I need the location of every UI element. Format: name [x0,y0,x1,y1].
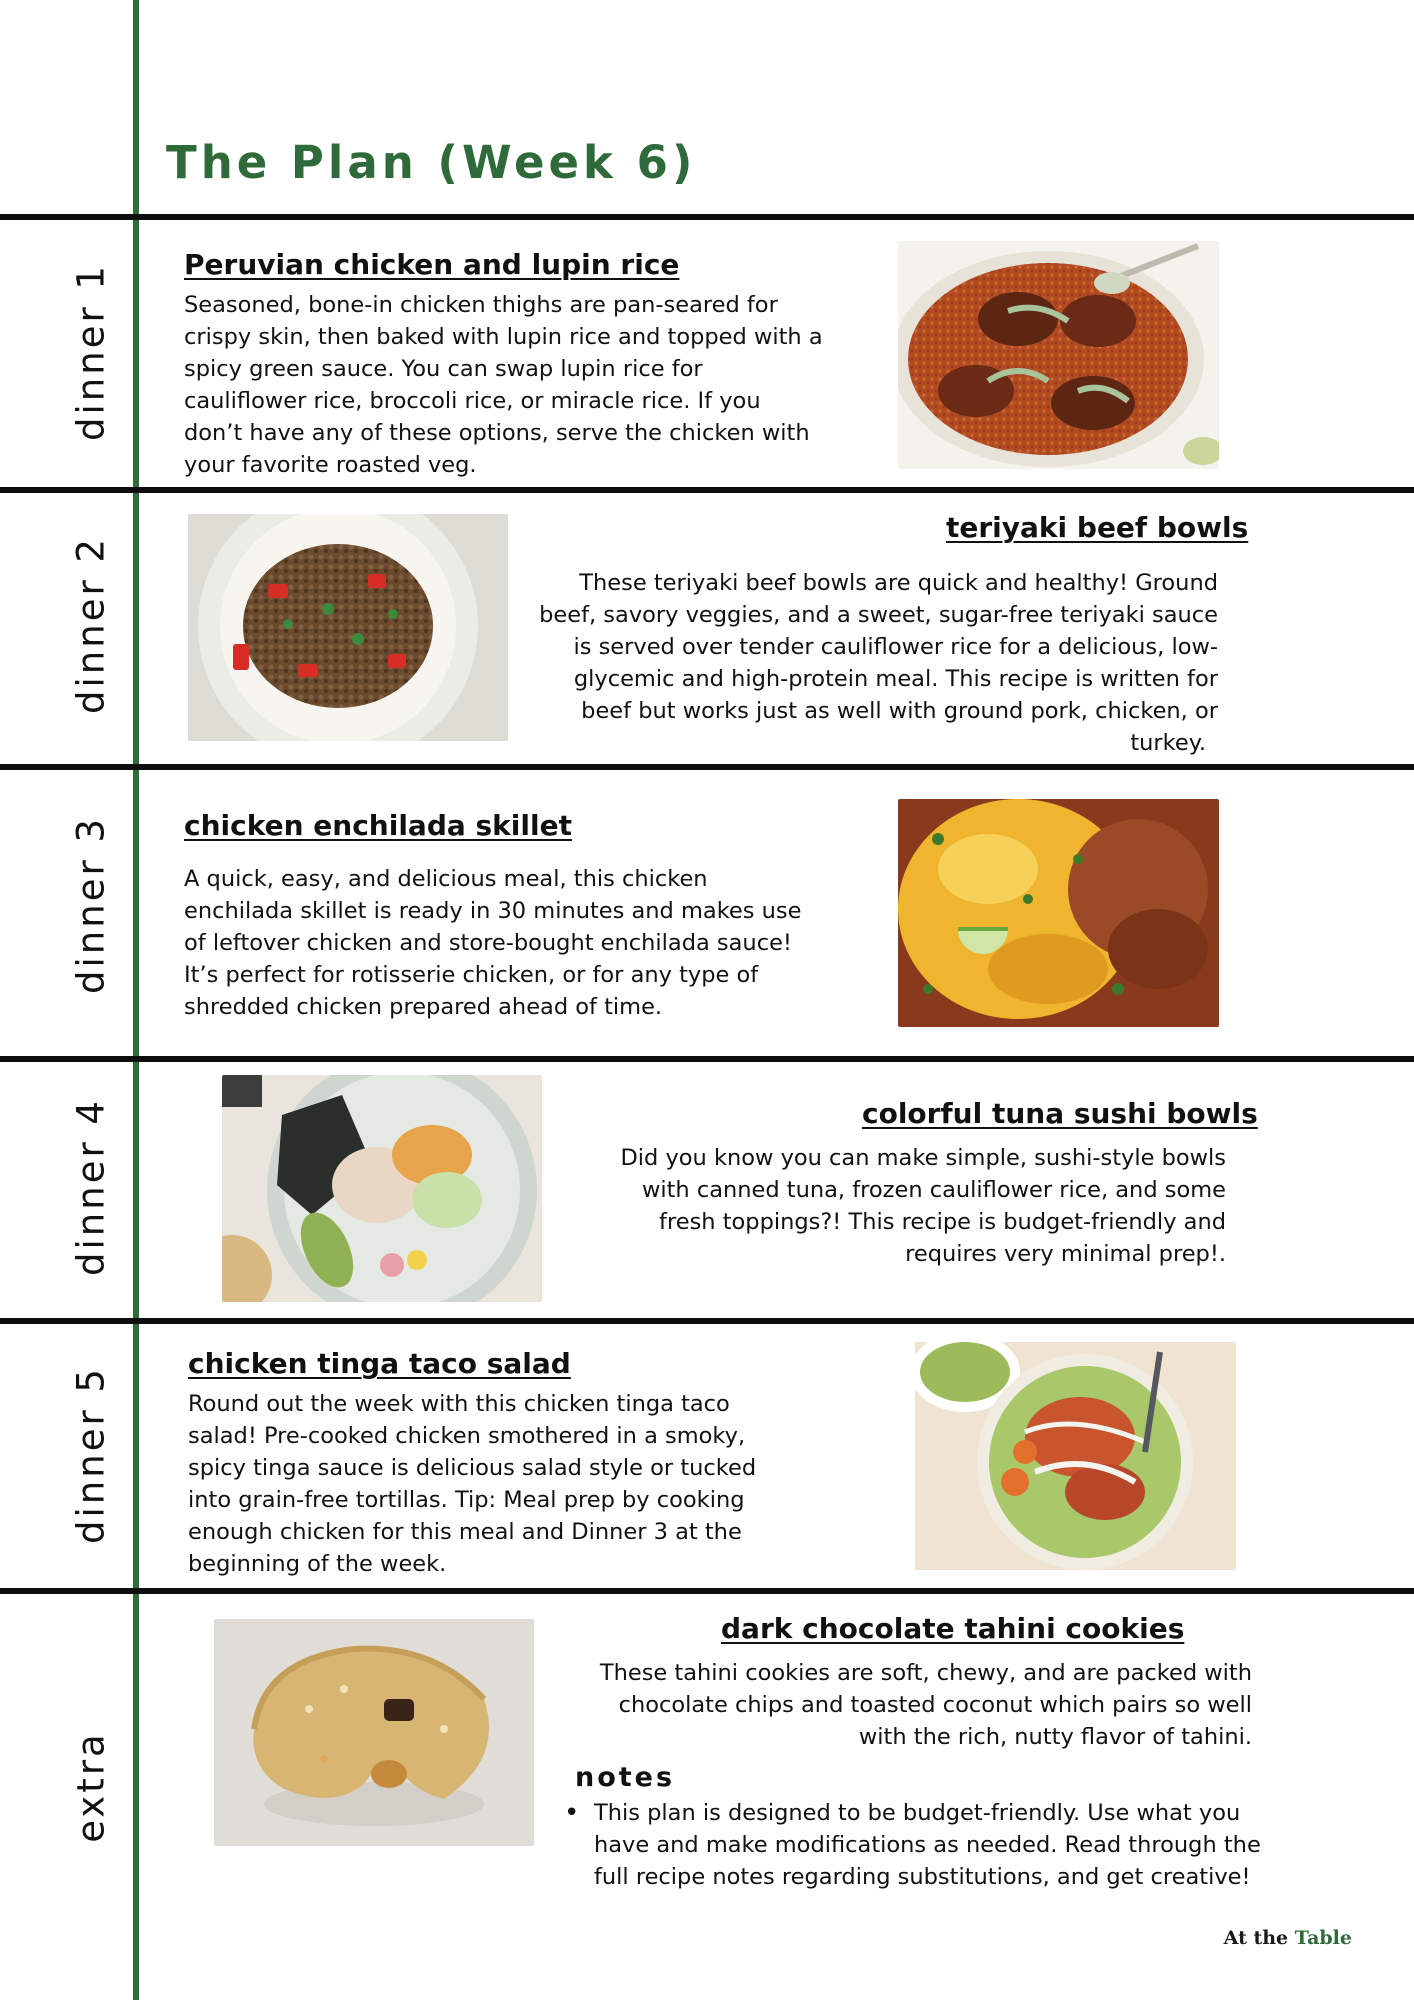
page-title: The Plan (Week 6) [166,136,697,189]
meal-title: dark chocolate tahini cookies [721,1612,1185,1645]
list-item: • This plan is designed to be budget-friendly. Use what you have and make modifications as needed. Read through the full recipe notes regarding substitutions, and get creative! [562,1797,1262,1893]
section-divider [0,214,1414,220]
section-divider [0,1056,1414,1062]
meal-description: A quick, easy, and delicious meal, this chicken enchilada skillet is ready in 30 minutes and makes use of leftover chicken and store-bought enchilada sauce! It’s perfect for rotisserie chicken, or for any type of shredded chicken prepared ahead of time. [184,866,802,1020]
section-label-extra: extra [69,1731,113,1843]
left-vertical-rule [133,0,139,2000]
notes-list [562,1797,1262,1893]
notes-heading: notes [575,1762,676,1793]
section-label-dinner-1: dinner 1 [69,263,113,441]
meal-description: These tahini cookies are soft, chewy, and are packed with chocolate chips and toasted coconut which pairs so well with the rich, nutty flavor of tahini. [599,1660,1252,1750]
section-label-dinner-2: dinner 2 [69,536,113,714]
section-label-dinner-3: dinner 3 [69,816,113,994]
meal-title: colorful tuna sushi bowls [862,1097,1258,1130]
chicken-tinga-taco-salad-photo [915,1342,1236,1570]
meal-title: chicken tinga taco salad [188,1347,571,1380]
meal-title: Peruvian chicken and lupin rice [184,248,680,281]
section-divider [0,764,1414,770]
tuna-sushi-bowl-photo [222,1075,542,1302]
section-divider [0,1588,1414,1594]
meal-title: chicken enchilada skillet [184,809,572,842]
tahini-cookie-photo [214,1619,534,1846]
brand-logo: At the Table [1223,1927,1352,1949]
meal-description: Seasoned, bone-in chicken thighs are pan-seared for crispy skin, then baked with lupin rice and topped with a spicy green sauce. You can swap lupin rice for cauliflower rice, broccoli rice, or miracle rice. If you don’t have any of these options, serve the chicken with your favorite roasted veg. [184,292,823,478]
chicken-enchilada-skillet-photo [898,799,1219,1027]
section-divider [0,487,1414,493]
section-label-dinner-5: dinner 5 [69,1366,113,1544]
meal-description: Did you know you can make simple, sushi-style bowls with canned tuna, frozen cauliflower rice, and some fresh toppings?! This recipe is budget-friendly and requires very minimal prep!. [620,1145,1226,1267]
section-divider [0,1318,1414,1324]
meal-description: Round out the week with this chicken tinga taco salad! Pre-cooked chicken smothered in a smoky, spicy tinga sauce is delicious salad style or tucked into grain-free tortillas. Tip: Meal prep by cooking enough chicken for this meal and Dinner 3 at the beginning of the week. [188,1391,757,1577]
meal-description: These teriyaki beef bowls are quick and healthy! Ground beef, savory veggies, and a sweet, sugar-free teriyaki sauce is served over tender cauliflower rice for a delicious, low- glycemic and high-protein meal. This recipe is written for beef but works just as well with ground pork, chicken, or turkey. [539,570,1218,756]
teriyaki-beef-bowl-photo [188,514,508,741]
section-label-dinner-4: dinner 4 [69,1098,113,1276]
meal-title: teriyaki beef bowls [946,511,1249,544]
chicken-lupin-rice-skillet-photo [898,241,1219,469]
